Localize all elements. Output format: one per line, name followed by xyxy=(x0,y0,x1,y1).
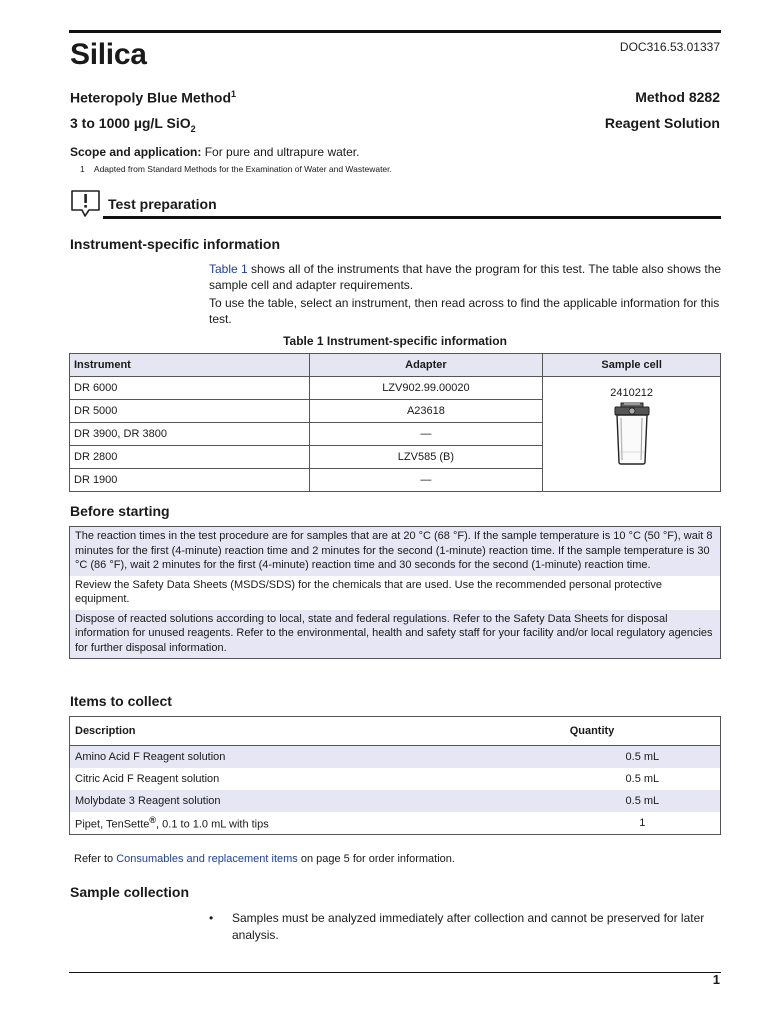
adapter-cell: LZV902.99.00020 xyxy=(309,377,543,400)
page-title: Silica xyxy=(70,38,147,71)
top-rule xyxy=(69,30,721,33)
instrument-info-para-1: Table 1 shows all of the instruments that have the program for this test. The table also shows the sample cell and adapter requirements. xyxy=(209,262,722,292)
bullet-dot: • xyxy=(209,911,214,925)
method-number: Method 8282 xyxy=(635,89,720,105)
note-item: The reaction times in the test procedure are for samples that are at 20 °C (68 °F). If the sample temperature is 10 °C (50 °F), wait 8 minutes for the first (4-minute) reaction time and 2 minutes for the second (1-minute) reaction time. If the sample temperature is 30 °C (86 °F), wait 2 minutes for the first (4-minute) reaction time and 30 seconds for the second (1-minute) reaction time. xyxy=(70,527,720,576)
quantity-cell: 0.5 mL xyxy=(565,746,721,769)
table-header-row xyxy=(70,717,721,746)
description-cell: Amino Acid F Reagent solution xyxy=(70,746,565,769)
note-item: Review the Safety Data Sheets (MSDS/SDS) for the chemicals that are used. Use the recommended personal protective equipment. xyxy=(75,578,662,605)
table-row xyxy=(70,812,721,835)
table-header-row xyxy=(70,354,721,377)
bullet-text: Samples must be analyzed immediately after collection and cannot be preserved for later analysis. xyxy=(232,911,705,942)
reagent-type: Reagent Solution xyxy=(604,115,720,131)
adapter-cell: — xyxy=(309,469,543,492)
instrument-cell: DR 2800 xyxy=(70,446,310,469)
sample-collection-heading: Sample collection xyxy=(70,884,190,900)
col-sample-cell: Sample cell xyxy=(543,354,721,377)
quantity-cell: 0.5 mL xyxy=(565,790,721,812)
before-starting-heading: Before starting xyxy=(70,503,170,519)
description-cell: Pipet, TenSette®, 0.1 to 1.0 mL with tips xyxy=(75,815,269,831)
page-number: 1 xyxy=(712,972,720,987)
col-quantity: Quantity xyxy=(565,717,721,746)
instrument-cell: DR 1900 xyxy=(70,469,310,492)
table-caption: Table 1 Instrument-specific information xyxy=(283,334,507,348)
range: 3 to 1000 µg/L SiO$_2$ xyxy=(70,115,196,134)
notice-icon xyxy=(70,189,102,219)
instrument-info-heading: Instrument-specific information xyxy=(70,236,281,252)
note-item: Dispose of reacted solutions according to local, state and federal regulations. Refer to the Safety Data Sheets for disposal information for unused reagents. Refer to the environmental, health and safety staff for your facility and/or local regulatory agencies for further disposal information. xyxy=(70,610,720,659)
table-1-link[interactable]: Table 1 xyxy=(209,262,248,276)
doc-number: DOC316.53.01337 xyxy=(619,40,720,54)
method-name: Heteropoly Blue Method$^1$ xyxy=(70,89,237,106)
instrument-table xyxy=(69,353,721,492)
table-row xyxy=(70,746,721,769)
quantity-cell: 1 xyxy=(639,817,646,829)
description-cell: Citric Acid F Reagent solution xyxy=(75,773,220,785)
description-cell: Molybdate 3 Reagent solution xyxy=(70,790,565,812)
test-preparation-title: Test preparation xyxy=(108,196,217,212)
items-to-collect-heading: Items to collect xyxy=(70,693,172,709)
instrument-info-para-2: To use the table, select an instrument, then read across to find the applicable information for this test. xyxy=(209,296,720,326)
consumables-link[interactable]: Consumables and replacement items xyxy=(116,853,298,865)
footnote: 1 Adapted from Standard Methods for the Examination of Water and Wastewater. xyxy=(80,164,392,174)
sample-cell-cell xyxy=(543,377,721,492)
col-instrument: Instrument xyxy=(70,354,310,377)
quantity-cell: 0.5 mL xyxy=(625,773,660,785)
test-preparation-rule xyxy=(103,216,721,219)
table-row xyxy=(70,377,721,400)
adapter-cell: — xyxy=(309,423,543,446)
adapter-cell: A23618 xyxy=(309,400,543,423)
adapter-cell: LZV585 (B) xyxy=(309,446,543,469)
scope-application: Scope and application: For pure and ultrapure water. xyxy=(70,145,360,159)
sample-cell-icon xyxy=(547,402,716,469)
instrument-cell: DR 5000 xyxy=(70,400,310,423)
refer-consumables: Refer to Consumables and replacement items on page 5 for order information. xyxy=(74,853,455,865)
items-table xyxy=(69,716,721,835)
instrument-cell: DR 3900, DR 3800 xyxy=(70,423,310,446)
table-row xyxy=(70,790,721,812)
before-starting-notes xyxy=(69,526,721,659)
sample-cell-part-number: 2410212 xyxy=(610,387,654,399)
table-row xyxy=(70,768,721,790)
col-adapter: Adapter xyxy=(309,354,543,377)
instrument-cell: DR 6000 xyxy=(70,377,310,400)
bullet-item xyxy=(209,910,719,944)
col-description: Description xyxy=(70,717,565,746)
footer-rule xyxy=(69,972,721,973)
